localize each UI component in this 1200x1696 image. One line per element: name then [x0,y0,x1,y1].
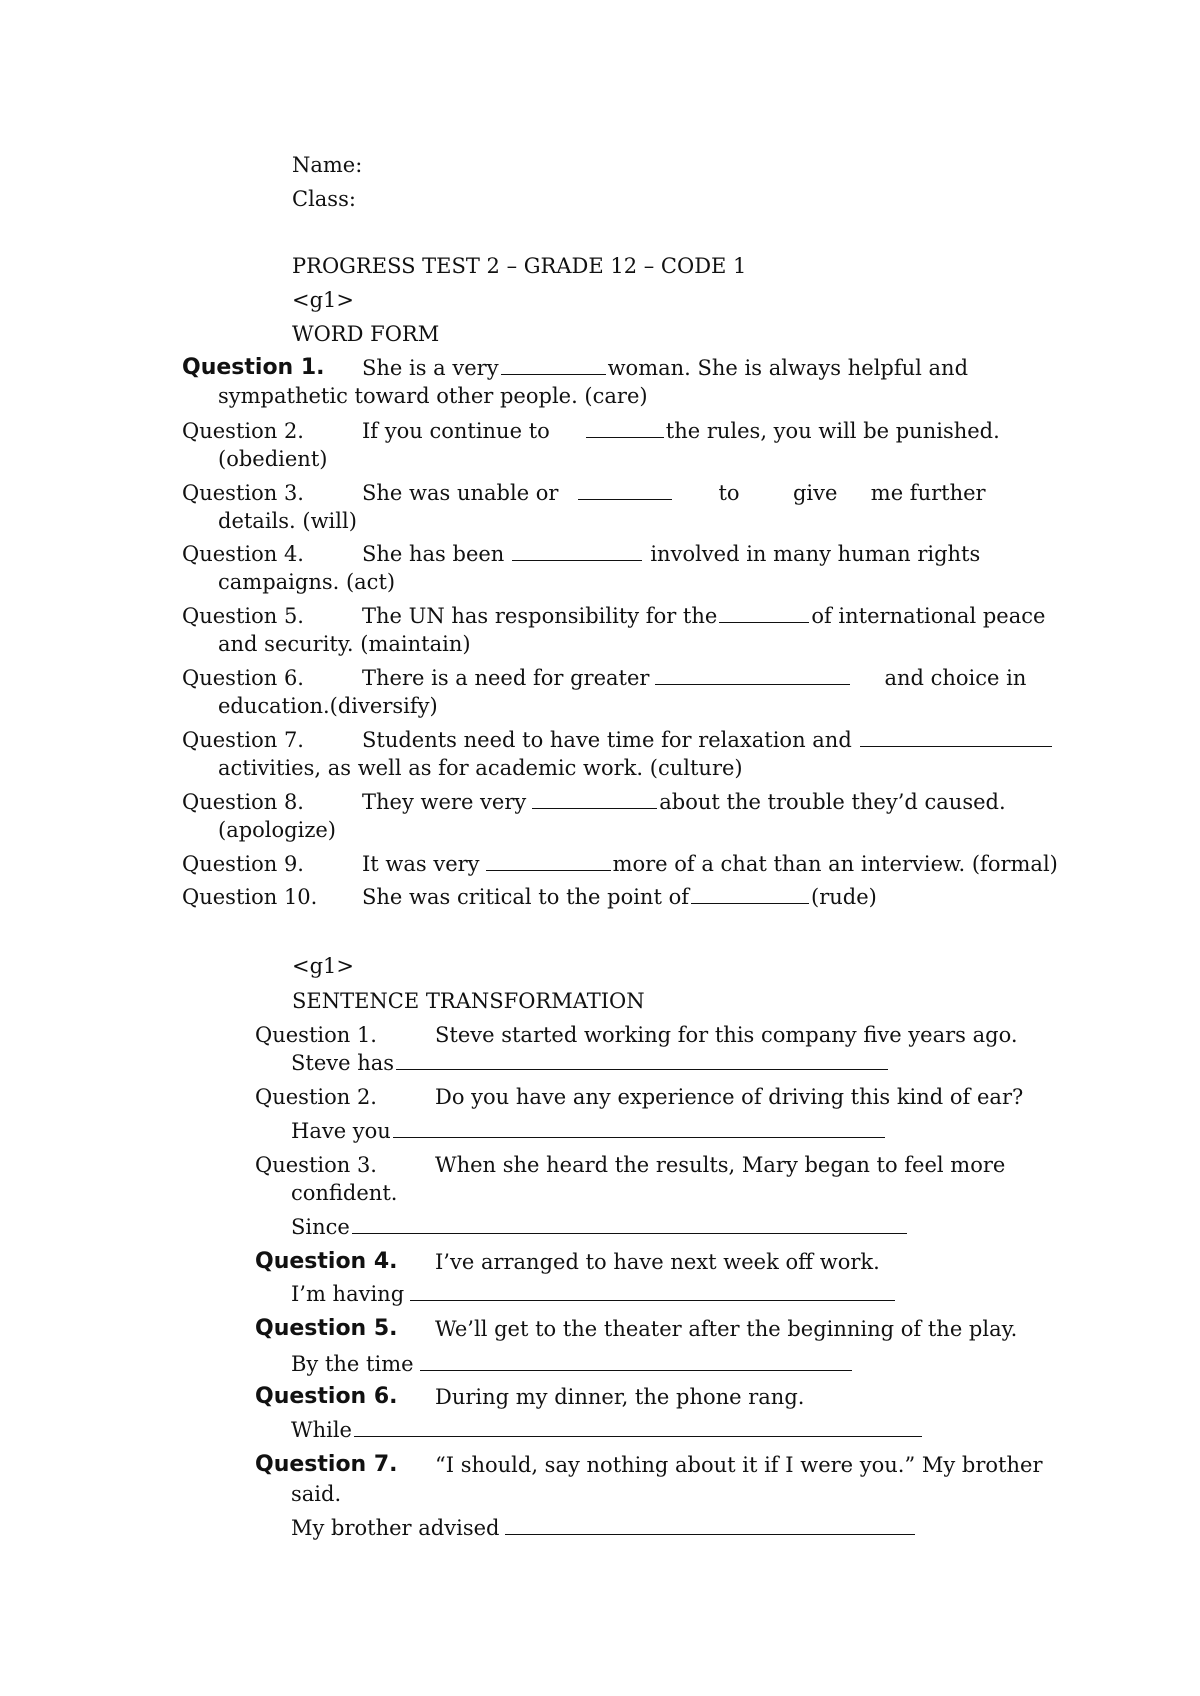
question-label: Question 9. [182,852,304,876]
answer-prompt: Have you [291,1119,391,1143]
question-continuation: (apologize) [218,818,337,842]
answer-blank [410,1299,895,1301]
question-text: Do you have any experience of driving this kind of ear? [435,1085,1024,1109]
answer-blank [578,498,672,500]
question-label: Question 7. [182,728,304,752]
section2-heading: SENTENCE TRANSFORMATION [292,989,645,1013]
answer-prompt: My brother advised [291,1516,500,1540]
question-text: (rude) [811,885,877,909]
answer-blank [393,1136,885,1138]
answer-blank [396,1068,888,1070]
answer-blank [354,1435,922,1437]
answer-blank [691,902,809,904]
answer-blank [532,807,657,809]
answer-prompt: I’m having [291,1282,405,1306]
question-continuation: activities, as well as for academic work. (culture) [218,756,743,780]
question-text: I’ve arranged to have next week off work. [435,1250,880,1274]
section1-tag: <g1> [292,288,354,312]
question-label: Question 4. [182,542,304,566]
question-text: woman. She is always helpful and [607,356,969,380]
question-text: involved in many human rights [650,542,981,566]
question-label: Question 3. [182,481,304,505]
question-label: Question 5. [255,1316,398,1341]
question-text: “I should, say nothing about it if I were you.” My brother [435,1453,1043,1477]
question-continuation: said. [291,1482,342,1506]
question-text: to give me further [718,481,986,505]
question-continuation: confident. [291,1181,398,1205]
section1-heading: WORD FORM [292,322,440,346]
question-text: of international peace [811,604,1046,628]
question-label: Question 2. [182,419,304,443]
answer-blank [655,683,850,685]
question-label: Question 10. [182,885,318,909]
question-continuation: details. (will) [218,509,357,533]
question-label: Question 6. [255,1384,398,1409]
answer-blank [505,1533,915,1535]
question-label: Question 1. [182,355,325,380]
question-text: They were very [362,790,527,814]
question-text: She was critical to the point of [362,885,689,909]
question-text: It was very [362,852,480,876]
question-label: Question 5. [182,604,304,628]
answer-blank [486,869,611,871]
question-text: When she heard the results, Mary began to feel more [435,1153,1006,1177]
question-text: During my dinner, the phone rang. [435,1385,805,1409]
answer-blank [860,745,1052,747]
question-text: She is a very [362,356,499,380]
question-text: If you continue to [362,419,550,443]
question-label: Question 4. [255,1249,398,1274]
question-continuation: and security. (maintain) [218,632,471,656]
question-text: Steve started working for this company five years ago. [435,1023,1018,1047]
answer-blank [501,373,606,375]
question-text: She was unable or [362,481,559,505]
question-label: Question 3. [255,1153,377,1177]
question-continuation: campaigns. (act) [218,570,396,594]
question-label: Question 6. [182,666,304,690]
question-label: Question 2. [255,1085,377,1109]
answer-prompt: By the time [291,1352,414,1376]
question-text: more of a chat than an interview. (formal) [612,852,1058,876]
question-text: The UN has responsibility for the [362,604,718,628]
answer-prompt: Steve has [291,1051,395,1075]
answer-blank [420,1369,852,1371]
answer-blank [352,1232,907,1234]
class-label: Class: [292,187,356,211]
question-continuation: education.(diversify) [218,694,438,718]
question-label: Question 8. [182,790,304,814]
question-text: the rules, you will be punished. [665,419,1000,443]
question-text: Students need to have time for relaxation and [362,728,852,752]
question-text: She has been [362,542,505,566]
answer-blank [719,621,809,623]
answer-prompt: Since [291,1215,350,1239]
question-text: There is a need for greater [362,666,650,690]
section2-tag: <g1> [292,954,354,978]
question-text: about the trouble they’d caused. [659,790,1006,814]
question-text: We’ll get to the theater after the beginning of the play. [435,1317,1018,1341]
name-label: Name: [292,153,363,177]
question-label: Question 7. [255,1452,398,1477]
question-text: and choice in [884,666,1027,690]
answer-blank [586,436,664,438]
question-continuation: (obedient) [218,447,328,471]
question-label: Question 1. [255,1023,377,1047]
answer-blank [512,559,642,561]
question-continuation: sympathetic toward other people. (care) [218,384,648,408]
answer-prompt: While [291,1418,352,1442]
test-title: PROGRESS TEST 2 – GRADE 12 – CODE 1 [292,254,747,278]
